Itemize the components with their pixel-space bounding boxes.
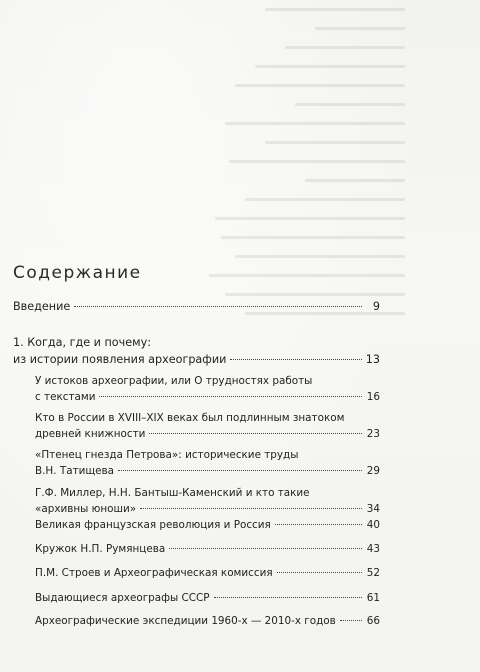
toc-entry[interactable] (35, 565, 380, 581)
toc-entry[interactable] (35, 590, 380, 606)
toc-entry-text: У истоков археографии, или О трудностях работы (35, 375, 313, 387)
dot-leader (149, 433, 362, 434)
dot-leader (99, 396, 362, 397)
toc-entry-line (13, 351, 380, 368)
dot-leader (275, 524, 362, 525)
toc-entry-text: из истории появления археографии (13, 353, 227, 366)
dot-leader (340, 620, 362, 621)
toc-entry-line (35, 565, 380, 581)
toc-page-number: 43 (366, 543, 380, 555)
toc-entry-text: П.М. Строев и Археографическая комиссия (35, 567, 273, 579)
toc-entry-line (13, 334, 380, 351)
toc-entry-text: с текстами (35, 391, 96, 403)
toc-entry[interactable] (35, 373, 380, 405)
show-through-text (205, 8, 405, 318)
toc-entry-text: древней книжности (35, 428, 146, 440)
toc-entry-text: Выдающиеся археографы СССР (35, 592, 210, 604)
toc-entry[interactable] (35, 613, 380, 629)
toc-entry-line (35, 501, 380, 517)
toc-entry[interactable] (35, 410, 380, 442)
toc-entry-text: Великая французская революция и Россия (35, 519, 271, 531)
toc-page-number: 13 (365, 353, 380, 366)
toc-entry-text: Археографические экспедиции 1960-х — 2010-х годов (35, 615, 336, 627)
toc-entry-line (35, 410, 380, 426)
toc-entry[interactable] (13, 334, 380, 368)
toc-entry-line (35, 590, 380, 606)
toc-entry[interactable] (35, 485, 380, 517)
toc-page-number: 61 (366, 592, 380, 604)
dot-leader (74, 306, 362, 307)
dot-leader (277, 572, 362, 573)
toc-entry-text: Кружок Н.П. Румянцева (35, 543, 166, 555)
toc-page-number: 66 (366, 615, 380, 627)
toc-entry-line (35, 463, 380, 479)
dot-leader (140, 508, 362, 509)
toc-entry-text: Введение (13, 300, 71, 313)
toc-entry-text: Г.Ф. Миллер, Н.Н. Бантыш-Каменский и кто такие (35, 487, 310, 499)
toc-page-number: 52 (366, 567, 380, 579)
toc-entry-text: «Птенец гнезда Петрова»: исторические труды (35, 449, 299, 461)
toc-entry-line (35, 485, 380, 501)
toc-entry-line (35, 373, 380, 389)
toc-entry-text: Кто в России в XVIII–XIX веках был подлинным знатоком (35, 412, 345, 424)
toc-page-number: 16 (366, 391, 380, 403)
toc-entry-line (35, 517, 380, 533)
toc-entry-text: В.Н. Татищева (35, 465, 115, 477)
toc-page-number: 9 (372, 300, 380, 313)
toc-entry[interactable] (35, 517, 380, 533)
toc-page-number: 29 (366, 465, 380, 477)
toc-entry-line (35, 389, 380, 405)
toc-title: Содержание (13, 263, 142, 283)
dot-leader (214, 597, 362, 598)
toc-entry[interactable] (13, 298, 380, 315)
toc-page-number: 34 (366, 503, 380, 515)
toc-page-number: 40 (366, 519, 380, 531)
toc-entry[interactable] (35, 541, 380, 557)
toc-entry[interactable] (35, 447, 380, 479)
toc-entry-line (35, 613, 380, 629)
dot-leader (118, 470, 362, 471)
dot-leader (169, 548, 362, 549)
dot-leader (230, 359, 361, 360)
toc-entry-line (35, 426, 380, 442)
toc-entry-line (35, 541, 380, 557)
toc-entry-text: «архивны юноши» (35, 503, 137, 515)
toc-entry-line (13, 298, 380, 315)
toc-entry-text: 1. Когда, где и почему: (13, 336, 151, 349)
toc-page-number: 23 (366, 428, 380, 440)
toc-entry-line (35, 447, 380, 463)
